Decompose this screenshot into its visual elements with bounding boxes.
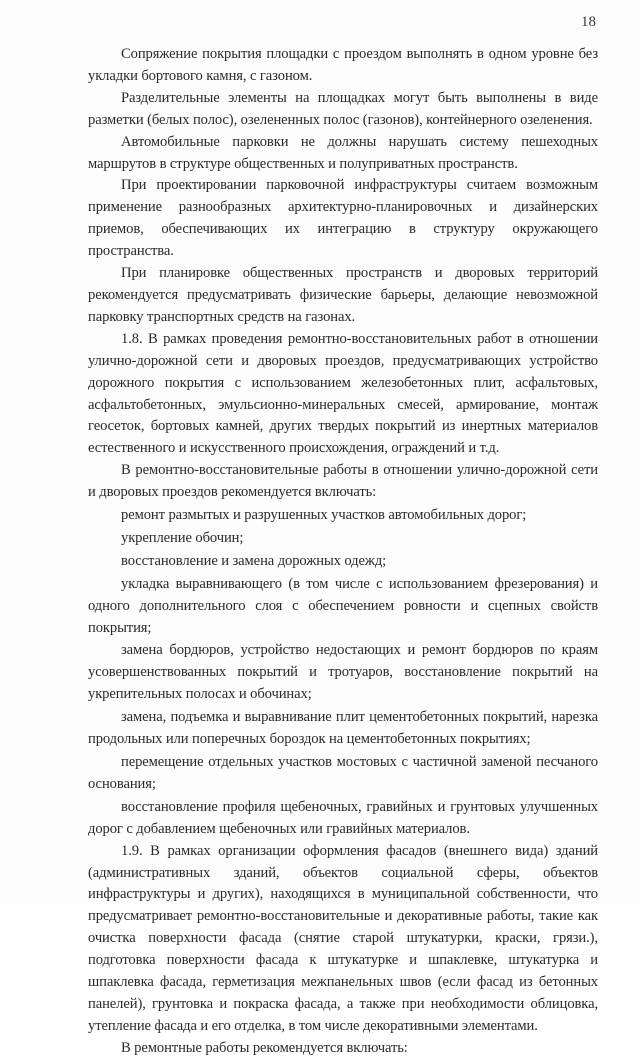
paragraph: В ремонтно-восстановительные работы в отношении улично-дорожной сети и дворовых проездов рекомендуется включать: (88, 462, 598, 501)
paragraph: 1.8. В рамках проведения ремонтно-восстановительных работ в отношении улично-дорожной сети и дворовых проездов, предусматривающих устройство дорожного покрытия с использованием железобетонных плит, асфальтовых, асфальтобетонных, эмульсионно-минеральных смесей, армирование, монтаж геосеток, бортовых камней, других твердых покрытий из инертных материалов естественного и искусственного происхождения, ограждений и т.д. (88, 330, 598, 457)
list-item: ремонт размытых и разрушенных участков автомобильных дорог; (121, 507, 527, 524)
list-item: восстановление и замена дорожных одежд; (121, 552, 387, 569)
paragraph: При проектировании парковочной инфраструктуры считаем возможным применение разнообразных архитектурно-планировочных и дизайнерских приемов, обеспечивающих их интеграцию в структуру окружающего пространства. (88, 177, 598, 260)
paragraph: Сопряжение покрытия площадки с проездом выполнять в одном уровне без укладки бортового камня, с газоном. (88, 46, 598, 84)
paragraph: Автомобильные парковки не должны нарушать систему пешеходных маршрутов в структуре общественных и полуприватных пространств. (88, 133, 598, 172)
paragraph: Разделительные элементы на площадках могут быть выполнены в виде разметки (белых полос), озелененных полос (газонов), контейнерного озеленения. (88, 89, 598, 128)
list-item: восстановление профиля щебеночных, гравийных и грунтовых улучшенных дорог с добавлением щебеночных или гравийных материалов. (88, 798, 598, 837)
page-number: 18 (581, 14, 596, 30)
document-body (88, 44, 598, 1060)
list-item: укрепление обочин; (121, 529, 244, 546)
paragraph: В ремонтные работы рекомендуется включать: (121, 1039, 408, 1056)
paragraph: 1.9. В рамках организации оформления фасадов (внешнего вида) зданий (административных зданий, объектов социальной сферы, объектов инфраструктуры и других), находящихся в муниципальной собственности, что предусматривает ремонтно-восстановительные и декоративные работы, такие как очистка поверхности фасада (снятие старой штукатурки, краски, грязи.), подготовка поверхности фасада к штукатурке и шпаклевке, штукатурка и шпаклевка фасада, герметизация межпанельных швов (если фасад из бетонных панелей), грунтовка и покраска фасада, а также при необходимости облицовка, утепление фасада и его отделка, в том числе декоративными элементами. (88, 842, 598, 1034)
list-item: замена бордюров, устройство недостающих и ремонт бордюров по краям усовершенствованных покрытий и тротуаров, восстановление покрытий на укрепительных полосах и обочинах; (88, 642, 598, 703)
list-item: укладка выравнивающего (в том числе с использованием фрезерования) и одного дополнительного слоя с обеспечением ровности и сцепных свойств покрытия; (88, 575, 598, 636)
list-item: перемещение отдельных участков мостовых с частичной заменой песчаного основания; (88, 754, 598, 792)
list-item: замена, подъемка и выравнивание плит цементобетонных покрытий, нарезка продольных или поперечных бороздок на цементобетонных покрытиях; (88, 709, 598, 748)
paragraph: При планировке общественных пространств и дворовых территорий рекомендуется предусматривать физические барьеры, делающие невозможной парковку транспортных средств на газонах. (88, 265, 598, 325)
